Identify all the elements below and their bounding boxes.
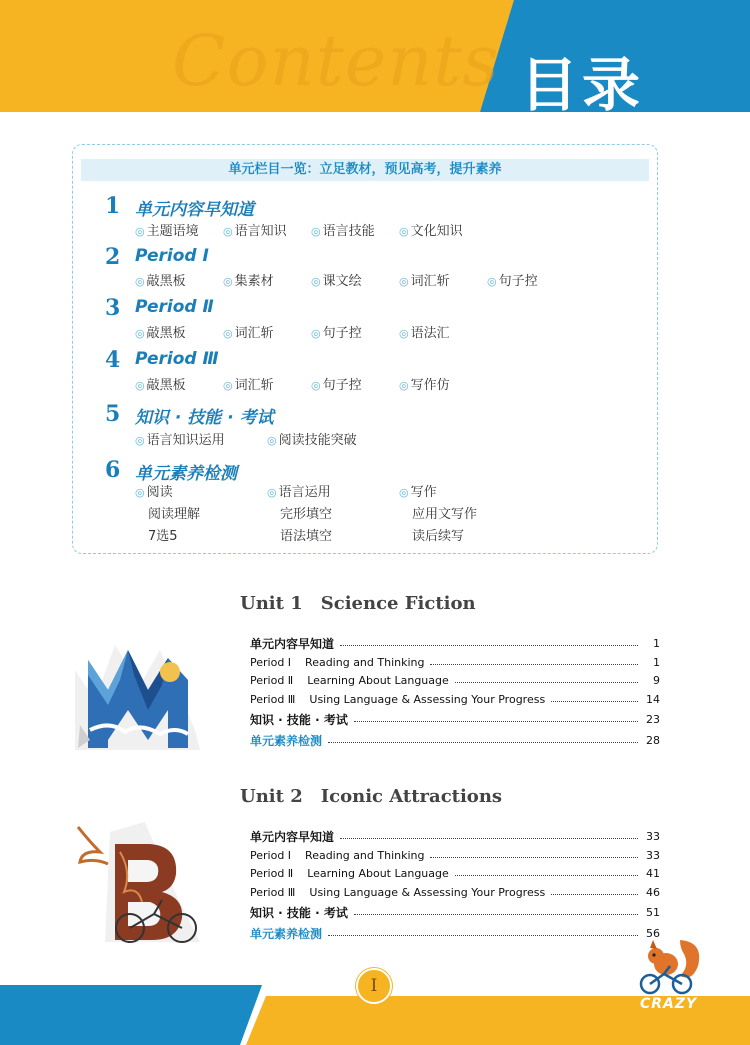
toc-label: Period Ⅰ Reading and Thinking xyxy=(250,655,425,669)
overview-item: ◎ 课文绘 xyxy=(311,274,362,289)
toc-page-number: 23 xyxy=(646,712,660,726)
section-title: 知识 · 技能 · 考试 xyxy=(135,408,274,428)
toc-row[interactable] xyxy=(250,690,660,708)
toc-label: Period Ⅲ Using Language & Assessing Your Progress xyxy=(250,885,546,899)
section-number: 5 xyxy=(105,401,121,427)
toc-label: 知识 · 技能 · 考试 xyxy=(250,905,348,920)
toc-label: Period Ⅱ Learning About Language xyxy=(250,673,449,687)
overview-item: ◎ 语法汇 xyxy=(399,326,450,341)
section-number: 4 xyxy=(105,347,121,373)
mascot-label: CRAZY xyxy=(640,996,698,1012)
unit-1-title xyxy=(240,593,476,614)
mountain-letter-m-illustration xyxy=(70,630,205,752)
overview-item: ◎ 词汇斩 xyxy=(223,378,274,393)
section-number: 1 xyxy=(105,193,121,219)
unit-number: Unit 1 xyxy=(240,593,303,614)
leader-dots xyxy=(354,914,638,915)
leader-dots xyxy=(340,838,638,839)
toc-row[interactable] xyxy=(250,864,660,882)
overview-item: ◎ 主题语境 xyxy=(135,224,199,239)
leader-dots xyxy=(455,875,638,876)
toc-row[interactable] xyxy=(250,653,660,671)
overview-subitem: 语法填空 xyxy=(280,529,333,544)
section-number: 3 xyxy=(105,295,121,321)
overview-bar-title: 单元栏目一览：立足教材，预见高考，提升素养 xyxy=(81,159,649,181)
leader-dots xyxy=(328,935,638,936)
leader-dots xyxy=(430,664,638,665)
section-title: Period Ⅰ xyxy=(135,246,209,266)
contents-watermark: Contents xyxy=(172,20,500,102)
toc-row[interactable] xyxy=(250,827,660,845)
column-overview-box xyxy=(72,144,658,554)
overview-item: ◎ 敲黑板 xyxy=(135,326,186,341)
overview-subitem: 7选5 xyxy=(148,529,178,544)
toc-label: 知识 · 技能 · 考试 xyxy=(250,712,348,727)
leader-dots xyxy=(328,742,638,743)
toc-page-number: 33 xyxy=(646,829,660,843)
overview-item: ◎ 敲黑板 xyxy=(135,274,186,289)
page-number-badge: I xyxy=(356,968,392,1004)
toc-row[interactable] xyxy=(250,731,660,749)
overview-subitem: 应用文写作 xyxy=(412,507,478,522)
toc-page-number: 9 xyxy=(653,673,660,687)
overview-item: ◎ 词汇斩 xyxy=(223,326,274,341)
toc-row[interactable] xyxy=(250,846,660,864)
overview-item: ◎ 敲黑板 xyxy=(135,378,186,393)
toc-label: 单元内容早知道 xyxy=(250,636,335,651)
unit-name: Iconic Attractions xyxy=(320,786,503,807)
overview-item: ◎ 词汇斩 xyxy=(399,274,450,289)
overview-item: ◎ 句子控 xyxy=(311,378,362,393)
section-number: 2 xyxy=(105,244,121,270)
leader-dots xyxy=(551,894,638,895)
overview-item: ◎ 文化知识 xyxy=(399,224,463,239)
toc-row[interactable] xyxy=(250,710,660,728)
section-title: 单元素养检测 xyxy=(135,464,237,484)
toc-page-number: 1 xyxy=(653,636,660,650)
unit-number: Unit 2 xyxy=(240,786,303,807)
toc-page-number: 33 xyxy=(646,848,660,862)
toc-page-number: 56 xyxy=(646,926,660,940)
toc-row[interactable] xyxy=(250,883,660,901)
toc-label: 单元素养检测 xyxy=(250,733,323,748)
leader-dots xyxy=(340,645,638,646)
toc-row[interactable] xyxy=(250,671,660,689)
leader-dots xyxy=(354,721,638,722)
unit-2-title xyxy=(240,786,502,807)
overview-item: ◎ 阅读技能突破 xyxy=(267,433,357,448)
toc-page-number: 28 xyxy=(646,733,660,747)
leader-dots xyxy=(455,682,638,683)
overview-item: ◎ 句子控 xyxy=(487,274,538,289)
toc-page-number: 46 xyxy=(646,885,660,899)
overview-item: ◎ 语言知识 xyxy=(223,224,287,239)
overview-item: ◎ 语言运用 xyxy=(267,485,331,500)
overview-item: ◎ 写作 xyxy=(399,485,437,500)
overview-item: ◎ 句子控 xyxy=(311,326,362,341)
toc-page-number: 51 xyxy=(646,905,660,919)
letter-b-cyclist-illustration xyxy=(70,822,205,944)
toc-label: Period Ⅲ Using Language & Assessing Your Progress xyxy=(250,692,546,706)
overview-item: ◎ 语言技能 xyxy=(311,224,375,239)
overview-subitem: 读后续写 xyxy=(412,529,465,544)
toc-label: Period Ⅱ Learning About Language xyxy=(250,866,449,880)
overview-item: ◎ 集素材 xyxy=(223,274,274,289)
leader-dots xyxy=(430,857,638,858)
overview-item: ◎ 语言知识运用 xyxy=(135,433,225,448)
footer-blue-band xyxy=(0,985,262,1045)
toc-page-number: 41 xyxy=(646,866,660,880)
overview-subitem: 完形填空 xyxy=(280,507,333,522)
toc-label: Period Ⅰ Reading and Thinking xyxy=(250,848,425,862)
section-number: 6 xyxy=(105,457,121,483)
overview-item: ◎ 写作仿 xyxy=(399,378,450,393)
toc-label: 单元内容早知道 xyxy=(250,829,335,844)
toc-row[interactable] xyxy=(250,634,660,652)
toc-page-number: 14 xyxy=(646,692,660,706)
toc-page-number: 1 xyxy=(653,655,660,669)
page-title: 目录 xyxy=(520,51,645,119)
leader-dots xyxy=(551,701,638,702)
squirrel-bike-mascot-icon xyxy=(636,936,706,998)
overview-item: ◎ 阅读 xyxy=(135,485,173,500)
section-title: Period Ⅱ xyxy=(135,297,214,317)
unit-name: Science Fiction xyxy=(320,593,476,614)
overview-subitem: 阅读理解 xyxy=(148,507,201,522)
toc-row[interactable] xyxy=(250,903,660,921)
section-title: Period Ⅲ xyxy=(135,349,219,369)
toc-row[interactable] xyxy=(250,924,660,942)
toc-label: 单元素养检测 xyxy=(250,926,323,941)
section-title: 单元内容早知道 xyxy=(135,200,254,220)
